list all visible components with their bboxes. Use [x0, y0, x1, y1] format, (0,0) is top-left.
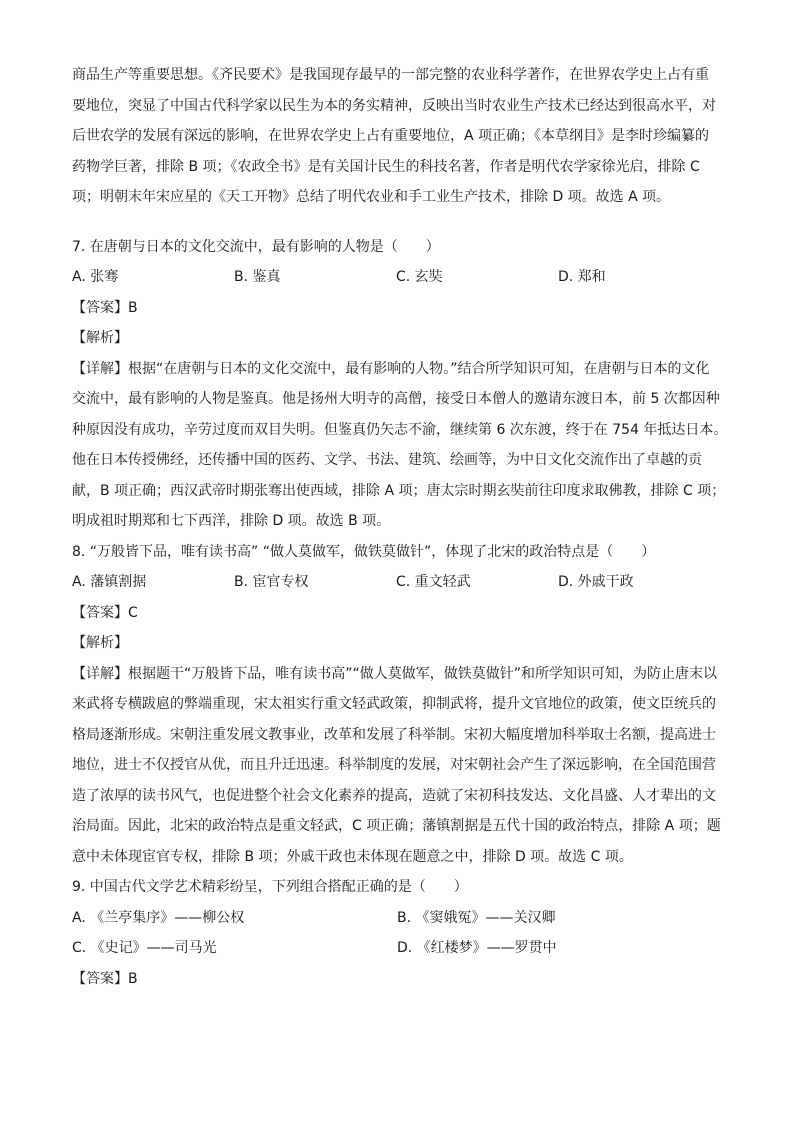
option-d: D. 外戚干政	[558, 574, 634, 590]
option-a: A. 藩镇割据	[72, 574, 147, 590]
question-7	[72, 232, 728, 537]
question-8	[72, 537, 722, 873]
question-stem: 8. “万般皆下品，唯有读书高” “做人莫做军，做铁莫做针”，体现了北宋的政治特点是（ ）	[72, 543, 656, 560]
question-options-row-1	[72, 903, 722, 934]
detail-line: 他在日本传授佛经，还传播中国的医药、文学、书法、建筑、绘画等，为中日文化交流作出了卓越的贡	[72, 452, 702, 468]
question-options	[72, 262, 722, 293]
option-b: B. 宦官专权	[234, 574, 309, 590]
detail-line: 【详解】根据“在唐朝与日本的文化交流中，最有影响的人物。”结合所学知识可知，在唐朝与日本的文化	[72, 360, 710, 377]
analysis-label: 【解析】	[72, 635, 128, 651]
analysis-label: 【解析】	[72, 330, 128, 346]
option-a: A. 《兰亭集序》——柳公权	[72, 909, 245, 926]
option-a: A. 张骞	[72, 269, 119, 285]
text-line: 要地位，突显了中国古代科学家以民生为本的务实精神，反映出当时农业生产技术已经达到很高水平，对	[72, 97, 716, 114]
text-line: 药物学巨著，排除 B 项；《农政全书》是有关国计民生的科技名著，作者是明代农学家徐光启，排除 C	[72, 158, 700, 175]
detail-line: 治局面。因此，北宋的政治特点是重文轻武，C 项正确；藩镇割据是五代十国的政治特点，排除 A 项；题	[72, 818, 721, 834]
page-content	[72, 60, 728, 994]
detail-line: 造了浓厚的读书风气，也促进整个社会文化素养的提高，造就了宋初科技发达、文化昌盛、人才辈出的文	[72, 787, 716, 804]
detail-line: 明成祖时期郑和七下西洋，排除 D 项。故选 B 项。	[72, 513, 391, 529]
intro-paragraph	[72, 60, 722, 213]
question-9	[72, 872, 722, 994]
answer-label: 【答案】B	[72, 970, 138, 987]
option-c: C. 《史记》——司马光	[72, 940, 217, 956]
option-b: B. 鉴真	[234, 269, 281, 285]
detail-line: 种原因没有成功，辛劳过度而双目失明。但鉴真仍矢志不渝，继续第 6 次东渡，终于在 754 年抵达日本。	[72, 421, 728, 438]
spacer	[72, 213, 722, 232]
detail-line: 交流中，最有影响的人物是鉴真。他是扬州大明寺的高僧，接受日本僧人的邀请东渡日本，前 5 次都因种	[72, 391, 720, 407]
answer-label: 【答案】C	[72, 604, 138, 621]
detail-line: 【详解】根据题干“万般皆下品，唯有读书高”“做人莫做军，做铁莫做针”和所学知识可知，为防止唐末以	[72, 665, 718, 682]
detail-line: 献，B 项正确；西汉武帝时期张骞出使西域，排除 A 项；唐太宗时期玄奘前往印度求取佛教，排除 C 项；	[72, 482, 726, 499]
option-c: C. 玄奘	[396, 269, 443, 285]
option-c: C. 重文轻武	[396, 574, 471, 590]
detail-line: 地位，进士不仅授官从优，而且升迁迅速。科举制度的发展，对宋朝社会产生了深远影响，在全国范围营	[72, 757, 716, 773]
question-options	[72, 567, 722, 598]
question-stem: 9. 中国古代文学艺术精彩纷呈，下列组合搭配正确的是（ ）	[72, 879, 468, 895]
question-options-row-2	[72, 933, 722, 964]
detail-line: 来武将专横跋扈的弊端重现，宋太祖实行重文轻武政策，抑制武将，提升文官地位的政策，使文臣统兵的	[72, 696, 716, 712]
question-stem: 7. 在唐朝与日本的文化交流中，最有影响的人物是（ ）	[72, 238, 440, 255]
detail-line: 格局逐渐形成。宋朝注重发展文教事业，改革和发展了科举制。宋初大幅度增加科举取士名额，提高进士	[72, 726, 716, 743]
option-d: D. 郑和	[558, 269, 606, 285]
option-d: D. 《红楼梦》——罗贯中	[397, 940, 557, 956]
option-b: B. 《窦娥冤》——关汉卿	[397, 909, 556, 926]
text-line: 项；明朝末年宋应星的《天工开物》总结了明代农业和手工业生产技术，排除 D 项。故选 A 项。	[72, 189, 671, 205]
text-line: 商品生产等重要思想。《齐民要术》是我国现存最早的一部完整的农业科学著作，在世界农学史上占有重	[72, 67, 709, 83]
detail-line: 意中未体现宦官专权，排除 B 项；外戚干政也未体现在题意之中，排除 D 项。故选 C 项。	[72, 848, 633, 865]
text-line: 后世农学的发展有深远的影响，在世界农学史上占有重要地位，A 项正确；《本草纲目》是李时珍编纂的	[72, 128, 710, 144]
answer-label: 【答案】B	[72, 299, 138, 316]
